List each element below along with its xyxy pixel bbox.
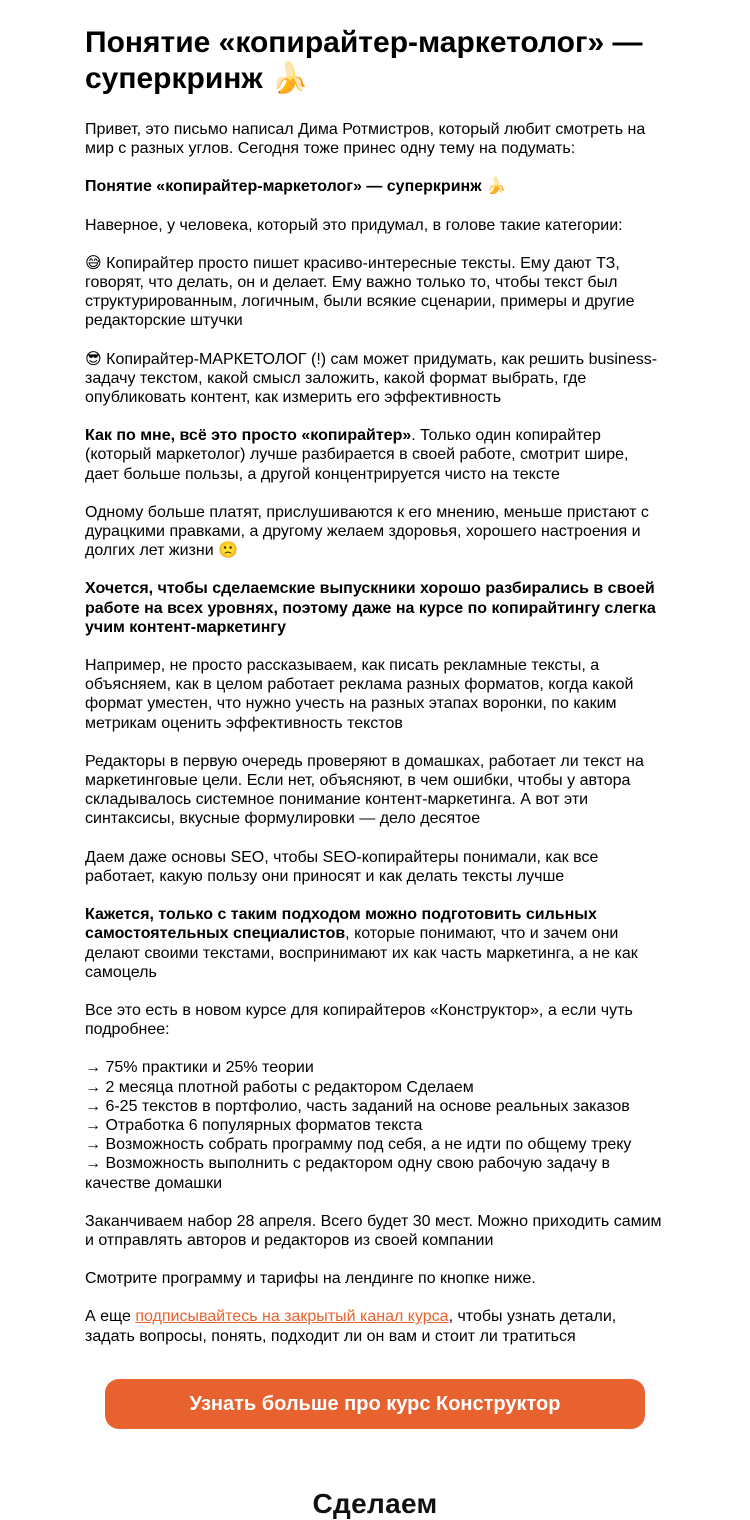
channel-post: , чтобы узнать детали, задать вопросы, понять, подходит ли он вам и стоит ли тратиться: [85, 1308, 617, 1345]
learn-more-button[interactable]: Узнать больше про курс Конструктор: [105, 1379, 645, 1429]
list-item: → 75% практики и 25% теории: [85, 1059, 314, 1077]
paragraph-categories: Наверное, у человека, который это придумал, в голове такие категории:: [85, 216, 623, 234]
paragraph-enrollment: Заканчиваем набор 28 апреля. Всего будет 30 мест. Можно приходить самим и отправлять авторов и редакторов из своей компании: [85, 1212, 662, 1249]
approach-bold: Кажется, только с таким подходом можно подготовить сильных самостоятельных специалистов: [85, 906, 597, 943]
paragraph-copywriter-marketer: 😎 Копирайтер-МАРКЕТОЛОГ (!) сам может придумать, как решить business-задачу текстом, какой смысл заложить, какой формат выбрать, где опубликовать контент, как измерить его эффективность: [85, 350, 658, 407]
paragraph-copywriter: 😅 Копирайтер просто пишет красиво-интересные тексты. Ему дают ТЗ, говорят, что делать, он и делает. Ему важно только то, чтобы текст был структурированным, логичным, были всякие сценарии, примеры и другие редакторские штучки: [85, 254, 635, 330]
brand-logo: Сделаем: [312, 1488, 438, 1519]
approach-rest: , которые понимают, что и зачем они делают своими текстами, воспринимают их как часть маркетинга, а не как самоцель: [85, 925, 638, 981]
channel-link[interactable]: подписывайтесь на закрытый канал курса: [135, 1308, 449, 1326]
list-item: → 2 месяца плотной работы с редактором Сделаем: [85, 1078, 474, 1096]
email-body: [85, 25, 665, 1346]
graduates-bold: Хочется, чтобы сделаемские выпускники хорошо разбирались в своей работе на всех уровнях, поэтому даже на курсе по копирайтингу слегка учим контент-маркетингу: [85, 580, 656, 636]
list-item: → Возможность собрать программу под себя, а не идти по общему треку: [85, 1136, 632, 1154]
paragraph-graduates: [85, 579, 665, 637]
channel-pre: А еще: [85, 1308, 136, 1326]
paragraph-pay: Одному больше платят, прислушиваются к его мнению, меньше пристают с дурацкими правками, а другому желаем здоровья, хорошего настроения и долгих лет жизни 🙁: [85, 503, 649, 560]
intro-paragraph: Привет, это письмо написал Дима Ротмистров, который любит смотреть на мир с разных углов. Сегодня тоже принес одну тему на подумать:: [85, 121, 646, 158]
list-item: → Возможность выполнить с редактором одну свою рабочую задачу в качестве домашки: [85, 1155, 610, 1192]
feature-list: [85, 1058, 665, 1192]
paragraph-example: Например, не просто рассказываем, как писать рекламные тексты, а объясняем, как в целом работает реклама разных форматов, когда какой формат уместен, что нужно учесть на разных этапах воронки, по каким метрикам оценить эффективность текстов: [85, 657, 634, 732]
paragraph-course: Все это есть в новом курсе для копирайтеров «Конструктор», а если чуть подробнее:: [85, 1001, 633, 1039]
paragraph-editors: Редакторы в первую очередь проверяют в домашках, работает ли текст на маркетинговые цели. Если нет, объясняют, в чем ошибки, чтобы у автора складывалось системное понимание контент-маркетинга. А вот эти синтаксисы, вкусные формулировки — дело десятое: [85, 752, 644, 828]
paragraph-seo: Даем даже основы SEO, чтобы SEO-копирайтеры понимали, как все работает, какую пользу они приносят и как делать тексты лучше: [85, 848, 599, 885]
paragraph-channel: [85, 1307, 665, 1345]
paragraph-opinion: [85, 426, 665, 484]
subtitle-text: Понятие «копирайтер-маркетолог» — суперкринж 🍌: [85, 178, 506, 196]
list-item: → 6-25 текстов в портфолио, часть заданий на основе реальных заказов: [85, 1097, 630, 1115]
opinion-bold: Как по мне, всё это просто «копирайтер»: [85, 427, 412, 445]
paragraph-approach: [85, 905, 665, 982]
paragraph-landing: Смотрите программу и тарифы на лендинге по кнопке ниже.: [85, 1270, 536, 1288]
subtitle: [85, 177, 665, 196]
opinion-rest: . Только один копирайтер (который маркетолог) лучше разбирается в своей работе, смотрит шире, дает больше пользы, а другой концентрируется чисто на тексте: [85, 427, 629, 483]
list-item: → Отработка 6 популярных форматов текста: [85, 1116, 423, 1134]
email-title: Понятие «копирайтер-маркетолог» — суперкринж 🍌: [85, 26, 643, 95]
